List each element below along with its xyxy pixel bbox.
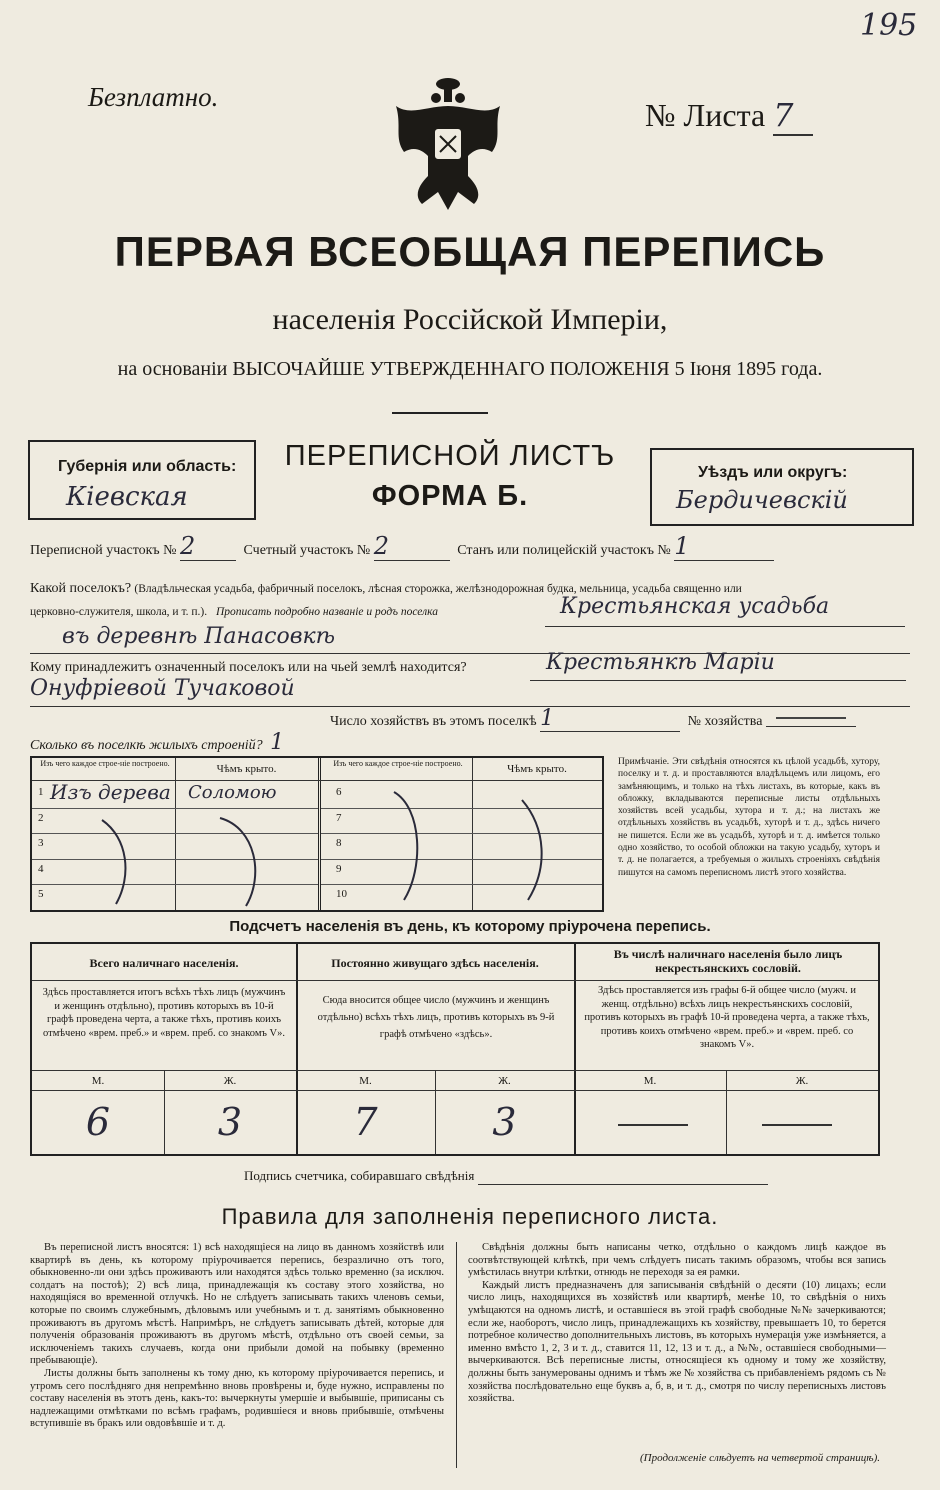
rules-right xyxy=(468,1242,886,1406)
row-number: 2 xyxy=(38,811,44,824)
count-district-value: 2 xyxy=(374,532,450,561)
settlement-underline-2 xyxy=(30,653,910,654)
row1-roof: Соломою xyxy=(188,782,277,803)
basis-line: на основаніи ВЫСОЧАЙШЕ УТВЕРЖДЕННАГО ПОЛОЖЕНІЯ 5 Іюня 1895 года. xyxy=(117,358,823,380)
settlement-value-2: въ деревнѣ Панасовкѣ xyxy=(62,624,336,649)
settlement-label: Какой поселокъ? xyxy=(30,581,132,596)
col1-f-value: 3 xyxy=(217,1100,243,1144)
imperial-eagle-icon xyxy=(388,76,508,216)
col3-f-dash xyxy=(762,1124,832,1126)
rules-continued: (Продолженіе слѣдуетъ на четвертой страницѣ). xyxy=(640,1452,880,1464)
settlement-value-1: Крестьянская усадьба xyxy=(560,594,830,619)
count-title: Подсчетъ населенія въ день, къ которому пріурочена перепись. xyxy=(229,918,711,935)
owner-value-2: Онуфріевой Тучаковой xyxy=(30,676,295,701)
signature-label: Подпись счетчика, собиравшаго свѣдѣнія xyxy=(244,1168,475,1183)
signature-line xyxy=(478,1168,768,1185)
row-number: 8 xyxy=(336,837,342,849)
col1-title: Всего наличнаго населенія. xyxy=(89,956,239,970)
col-roof-left: Чѣмъ крыто. xyxy=(216,763,277,775)
signature-row xyxy=(244,1168,768,1185)
row-number: 6 xyxy=(336,786,342,798)
mf-divider xyxy=(32,1090,878,1091)
main-title: ПЕРВАЯ ВСЕОБЩАЯ ПЕРЕПИСЬ xyxy=(114,228,826,275)
row-number: 1 xyxy=(38,786,44,798)
col-divider xyxy=(574,944,576,1154)
col3-title: Въ числѣ наличнаго населенія было лицъ некрестьянскихъ сословій. xyxy=(613,947,843,975)
col3-m-label: М. xyxy=(643,1075,657,1087)
form-box xyxy=(252,436,648,520)
uezd-label: Уѣздъ или округъ: xyxy=(698,464,848,481)
row1-what: Изъ дерева xyxy=(50,780,171,804)
stan-label: Станъ или полицейскій участокъ № xyxy=(457,543,671,558)
col2-f-value: 3 xyxy=(492,1100,517,1144)
settlement-underline-1 xyxy=(545,626,905,627)
form-name: ФОРМА Б. xyxy=(371,480,529,512)
sheet-value: 7 xyxy=(773,96,813,136)
sheet-number xyxy=(645,96,813,136)
rules-right-p1: Свѣдѣнія должны быть написаны четко, отдѣльно о каждомъ лицѣ каждое въ соотвѣтствующей клѣткѣ, при чемъ слѣдуетъ писать такимъ образомъ, чтобы вся запись умѣстилась внутри клѣтки, отнюдь не переходя за ея рамки. xyxy=(468,1242,886,1279)
households-label: Число хозяйствъ въ этомъ поселкѣ xyxy=(330,714,537,729)
buildings-value: 1 xyxy=(270,730,285,755)
col1-m-value: 6 xyxy=(85,1100,111,1144)
rules-left-p2: Листы должны быть заполнены къ тому дню, къ которому пріурочивается перепись, и утромъ сего послѣдняго дня непремѣнно вновь провѣрены и, буде нужно, исправлены по составу населенія въ этотъ день, какъ-то: вычеркнуты умершіе и выбывшіе, приписаны съ надлежащими отмѣтками по всѣмъ графамъ, родившіеся и вновь прибывшіе, отмѣчены вступившіе въ бракъ или овдовѣвшіе и т. д. xyxy=(30,1367,444,1430)
row-number: 3 xyxy=(38,837,44,849)
ditto-marks xyxy=(32,758,602,910)
count-district-label: Счетный участокъ № xyxy=(243,543,371,558)
col1-text: Здѣсь проставляется итогъ всѣхъ тѣхъ лицъ (мужчинъ и женщинъ отдѣльно), противъ которыхъ въ 10-й графѣ проведена черта, а также тѣхъ, противъ коихъ отмѣчено «врем. преб.» и «врем. преб. со знакомъ V». xyxy=(42,987,286,1039)
buildings-note: Примѣчаніе. Эти свѣдѣнія относятся къ цѣлой усадьбѣ, хутору, поселку и т. д. и проставляются владѣльцемъ или лицомъ, его замѣняющимъ, и только на тѣхъ листахъ, въ которые, какъ въ обложку, вкладываются переписные листы отдѣльныхъ хозяйствъ всей усадьбы, хутора и т. д.; на листахъ же отдѣльныхъ хозяйствъ въ усадьбѣ, хуторѣ и т. д., здѣсь ничего не пишется. Если же въ усадьбѣ, хуторѣ и т. д. имѣется только одно хозяйство, то особой обложки на такую усадьбу, хуторъ и т. д. не полагается, а требуемыя о жилыхъ строеніяхъ свѣдѣнія пишутся на самомъ переписномъ листѣ этого хозяйства. xyxy=(618,757,880,878)
census-district-label: Переписной участокъ № xyxy=(30,543,177,558)
census-district-value: 2 xyxy=(180,532,236,561)
uezd-box xyxy=(650,448,914,526)
form-title: ПЕРЕПИСНОЙ ЛИСТЪ xyxy=(284,440,616,472)
col-roof-right: Чѣмъ крыто. xyxy=(507,763,567,775)
subtitle: населенія Россійской Имперіи, xyxy=(272,303,668,336)
gubernia-box xyxy=(28,440,256,520)
settlement-hint-2: церковно-служителя, школа, и т. п.). xyxy=(30,606,208,618)
gubernia-label: Губернія или область: xyxy=(58,458,237,475)
col1-m-label: М. xyxy=(91,1075,105,1087)
col2-f-label: Ж. xyxy=(498,1075,511,1087)
owner-label: Кому принадлежитъ означенный поселокъ или на чьей землѣ находится? xyxy=(30,660,467,675)
uezd-value: Бердичевскій xyxy=(676,486,848,514)
population-table xyxy=(30,942,880,1156)
rules-title: Правила для заполненія переписного листа. xyxy=(221,1204,719,1229)
col2-m-label: М. xyxy=(359,1075,372,1087)
col3-text: Здѣсь проставляется изъ графы 6-й общее число (мужч. и женщ. отдѣльно) всѣхъ лицъ некрестьянскихъ сословій, противъ которыхъ въ графѣ 10-й проведена черта, а также тѣхъ, противъ коихъ отмѣчено «врем. преб.» и «врем. преб. со знакомъ V». xyxy=(584,985,870,1050)
col2-text: Сюда вносится общее число (мужчинъ и женщинъ отдѣльно) всѣхъ тѣхъ лицъ, противъ которыхъ въ 9-й графѣ отмѣчено «здѣсь». xyxy=(317,995,555,1040)
settlement-hint-italic: Прописать подробно названіе и родъ поселка xyxy=(215,606,438,618)
col2-title: Постоянно живущаго здѣсь населенія. xyxy=(331,956,539,970)
row-number: 9 xyxy=(336,862,342,875)
row-number: 7 xyxy=(336,811,342,824)
col-what-right: Изъ чего каждое строе-ніе построено. xyxy=(333,759,463,768)
col2-m-value: 7 xyxy=(353,1100,378,1144)
rules-left xyxy=(30,1242,444,1431)
rules-right-p2: Каждый листъ предназначенъ для записыванія свѣдѣній о десяти (10) лицахъ; если число лицъ, находящихся въ хозяйствѣ или квартирѣ, менѣе 10, то свѣдѣнія о нихъ умѣщаются на одномъ листѣ, и оставшіеся въ этой графѣ свободные №№ зачеркиваются; если же, наоборотъ, число лицъ, принадлежащихъ къ хозяйству, превышаетъ 10, то берется потребное количество дополнительныхъ листовъ, въ которыхъ нумерація уже измѣняется, а именно вмѣсто 1, 2, 3 и т. д., ставится 11, 12, 13 и т. д., а №№, оставшіеся свободными—вычеркиваются. Всѣ переписные листы, относящіеся къ одному и тому же хозяйству, должны быть занумерованы однимъ и тѣмъ же № хозяйства съ прибавленіемъ рядомъ съ № хозяйства послѣдовательно еще буквъ а, б, в, и т. д., смотря по числу переписныхъ листовъ хозяйства. xyxy=(468,1279,886,1405)
sheet-label: № Листа xyxy=(645,97,766,133)
rules-divider xyxy=(456,1242,457,1468)
owner-value-1: Крестьянкѣ Маріи xyxy=(546,650,775,675)
row-number: 4 xyxy=(38,862,44,875)
household-number-dash xyxy=(766,710,856,727)
mf-divider xyxy=(32,1070,878,1071)
household-number-label: № хозяйства xyxy=(687,714,763,729)
rules-left-p1: Въ переписной листъ вносятся: 1) всѣ находящіеся на лицо въ данномъ хозяйствѣ или квартирѣ въ день, къ которому пріурочивается перепись, безразлично отъ того, обыкновенно-ли они здѣсь проживаютъ или находятся здѣсь только временно (за исключ. солдатъ на постоѣ); 2) всѣ лица, принадлежащія къ составу этого хозяйства, но находящіяся во временной отлучкѣ. Но не слѣдуетъ записывать такихъ членовъ семьи, которые по своимъ служебнымъ, дѣловымъ или учебнымъ и т. д. занятіямъ обыкновенно проживаютъ въ другомъ мѣстѣ. Напримѣръ, не слѣдуетъ записывать дѣтей, которые для полученія образованія проживаютъ въ другомъ мѣстѣ, отдѣльно отъ своей семьи, за исключеніемъ такихъ случаевъ, когда они прибыли домой на побывку (временно пребывающіе). xyxy=(30,1242,444,1367)
settlement-hint-1: (Владѣльческая усадьба, фабричный поселокъ, лѣсная сторожка, желѣзнодорожная будка, мельница, усадьба священно или xyxy=(134,583,742,595)
row-number: 5 xyxy=(38,888,44,900)
district-line xyxy=(30,532,910,561)
free-label: Безплатно. xyxy=(88,82,219,112)
col1-f-label: Ж. xyxy=(223,1075,237,1087)
col-what-left: Изъ чего каждое строе-ніе построено. xyxy=(40,759,170,768)
households-row xyxy=(330,706,856,732)
households-value: 1 xyxy=(540,706,680,732)
buildings-table xyxy=(30,756,604,912)
row-number: 10 xyxy=(336,888,347,900)
header-divider xyxy=(32,980,878,981)
col3-m-dash xyxy=(618,1124,688,1126)
page-number: 195 xyxy=(860,8,918,43)
gubernia-value: Кіевская xyxy=(66,482,188,512)
buildings-row xyxy=(30,730,284,755)
title-divider xyxy=(392,412,488,414)
buildings-label: Сколько въ поселкѣ жилыхъ строеній? xyxy=(30,738,263,753)
owner-underline-1 xyxy=(530,680,906,681)
col3-f-label: Ж. xyxy=(795,1075,809,1087)
stan-value: 1 xyxy=(674,532,774,561)
